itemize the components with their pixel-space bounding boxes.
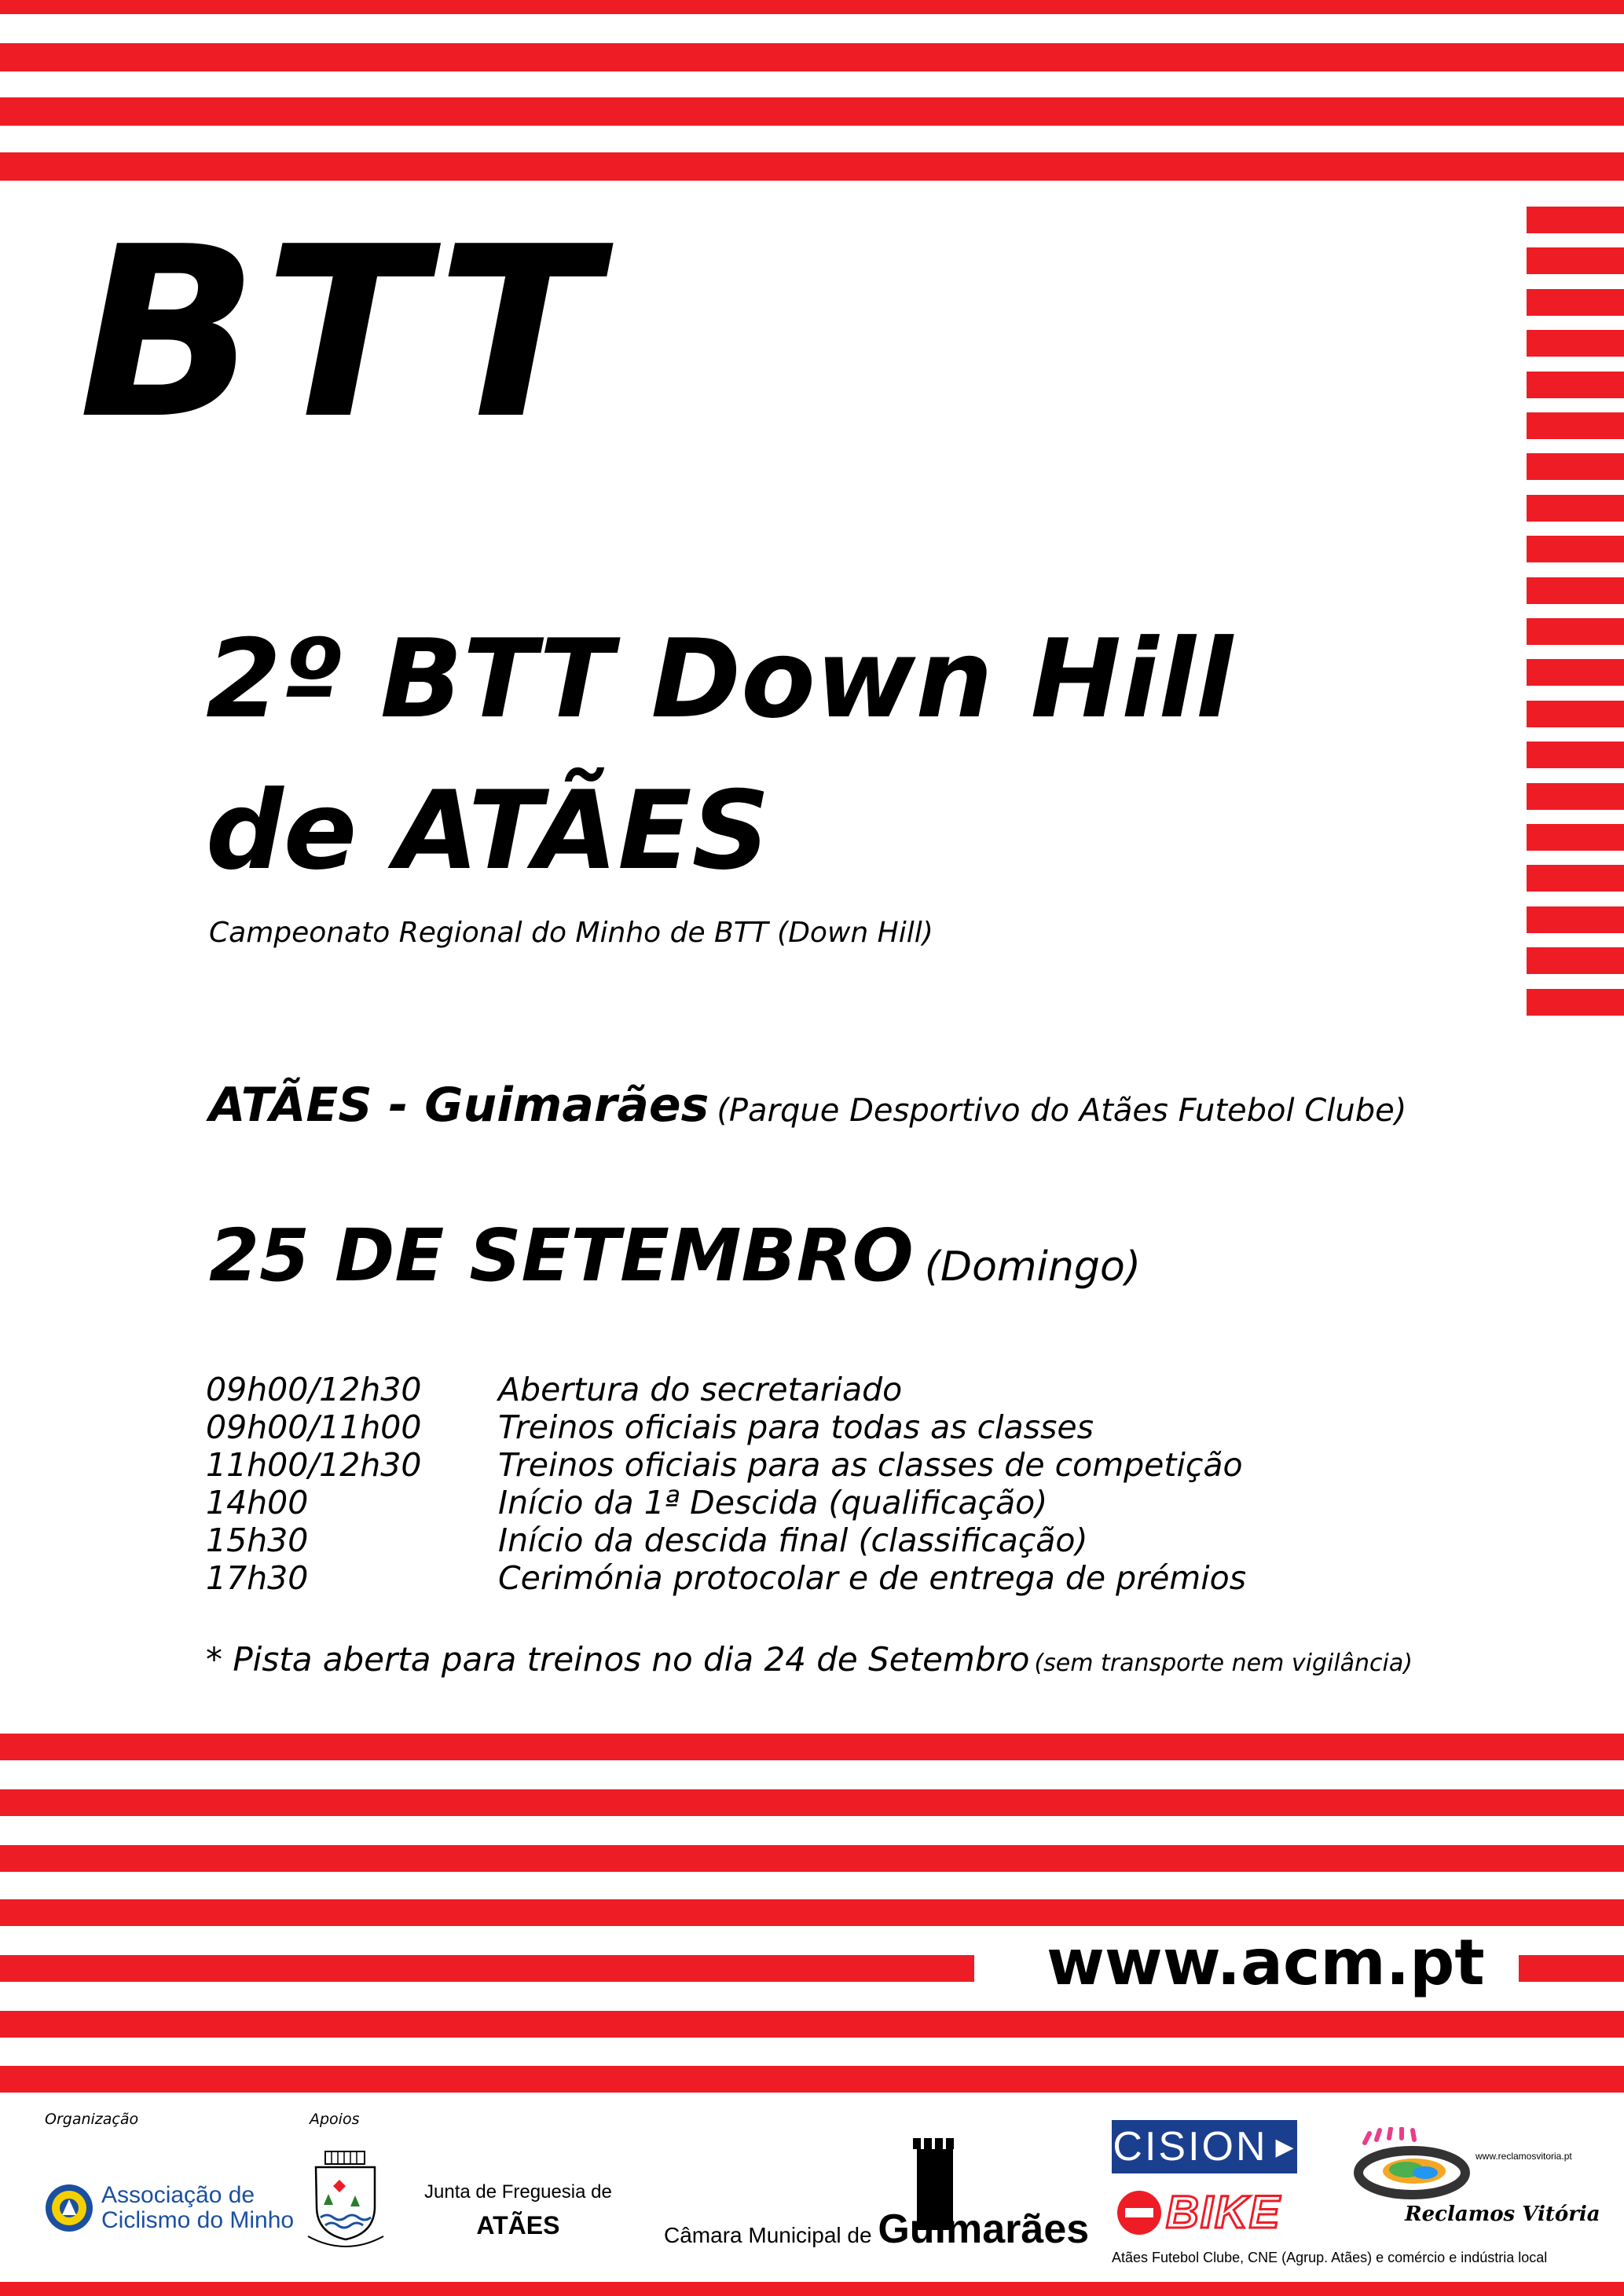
date-main: 25 DE SETEMBRO [209, 1214, 914, 1298]
right-stripe [1527, 372, 1624, 398]
schedule-time: 14h00 [206, 1484, 309, 1522]
coat-of-arms-icon [300, 2148, 390, 2254]
top-stripe-2 [0, 43, 1624, 71]
bottom-stripe-4 [0, 1899, 1624, 1926]
bottom-stripe-2 [0, 1789, 1624, 1816]
acm-logo-line-2: Ciclismo do Minho [101, 2207, 295, 2233]
junta-line-1: Junta de Freguesia de [424, 2181, 612, 2203]
right-stripe [1527, 289, 1624, 316]
reclamos-name: Reclamos Vitória [1405, 2203, 1600, 2226]
schedule-time: 09h00/12h30 [206, 1371, 422, 1408]
camara-logo [664, 2206, 1089, 2253]
event-place [209, 1078, 1406, 1133]
right-stripe [1527, 412, 1624, 439]
right-stripe [1527, 536, 1624, 562]
schedule-table [206, 1371, 1246, 1597]
right-stripe [1527, 453, 1624, 480]
note-main: * Pista aberta para treinos no dia 24 de Setembro [206, 1640, 1030, 1679]
event-subtitle: Campeonato Regional do Minho de BTT (Down Hill) [209, 917, 933, 949]
schedule-row [206, 1371, 1246, 1408]
bottom-stripe-7 [0, 2066, 1624, 2093]
schedule-row [206, 1408, 1246, 1446]
top-stripe-1 [0, 0, 1624, 14]
schedule-time: 11h00/12h30 [206, 1446, 422, 1484]
right-stripe [1527, 783, 1624, 810]
reclamos-logo-icon [1353, 2127, 1471, 2206]
schedule-activity: Início da 1ª Descida (qualificação) [498, 1484, 1048, 1522]
schedule-row [206, 1484, 1246, 1522]
bottom-stripe-5-right [1519, 1955, 1624, 1982]
date-detail: (Domingo) [924, 1243, 1142, 1291]
place-detail: (Parque Desportivo do Atães Futebol Clube) [717, 1093, 1407, 1129]
right-stripe [1527, 906, 1624, 933]
right-stripe [1527, 742, 1624, 768]
cision-logo: CISION ▶ [1112, 2120, 1297, 2173]
training-note [206, 1640, 1413, 1679]
reclamos-url[interactable]: www.reclamosvitoria.pt [1476, 2151, 1572, 2162]
event-title-line-2: de ATÃES [206, 767, 770, 895]
junta-logo [424, 2176, 612, 2245]
top-stripe-4 [0, 152, 1624, 181]
schedule-time: 17h30 [206, 1559, 309, 1597]
right-stripe [1527, 989, 1624, 1016]
camara-prefix: Câmara Municipal de [664, 2223, 872, 2247]
bottom-stripe-5-left [0, 1955, 974, 1982]
big-title: BTT [79, 196, 604, 471]
right-stripe [1527, 330, 1624, 357]
schedule-activity: Abertura do secretariado [498, 1371, 903, 1408]
schedule-row [206, 1559, 1246, 1597]
right-stripe [1527, 947, 1624, 974]
schedule-row [206, 1522, 1246, 1559]
website-link[interactable]: www.acm.pt [1047, 1926, 1485, 1999]
right-stripe [1527, 659, 1624, 686]
bike-badge-icon [1116, 2189, 1163, 2236]
event-title [206, 603, 1233, 906]
acm-logo-line-1: Associação de [101, 2182, 255, 2208]
schedule-row [206, 1446, 1246, 1484]
cycling-emblem-icon [43, 2182, 95, 2234]
note-detail: (sem transporte nem vigilância) [1034, 1650, 1413, 1677]
camara-tower-crenel [913, 2138, 957, 2149]
junta-line-2: ATÃES [476, 2211, 560, 2239]
event-title-line-1: 2º BTT Down Hill [206, 616, 1234, 742]
right-stripe [1527, 207, 1624, 233]
right-stripe [1527, 618, 1624, 645]
event-date [209, 1214, 1141, 1298]
bottom-stripe-6 [0, 2011, 1624, 2038]
apoios-label: Apoios [310, 2111, 360, 2128]
right-stripe [1527, 577, 1624, 604]
right-stripe [1527, 701, 1624, 727]
footer-bottom-stripe [0, 2282, 1624, 2296]
schedule-time: 15h30 [206, 1522, 309, 1559]
schedule-activity: Início da descida final (classificação) [498, 1522, 1088, 1559]
right-stripe [1527, 865, 1624, 892]
schedule-activity: Treinos oficiais para todas as classes [498, 1408, 1094, 1446]
acm-logo [43, 2182, 294, 2234]
organizacao-label: Organização [45, 2111, 139, 2128]
bike-logo: BIKE [1116, 2186, 1281, 2239]
schedule-activity: Treinos oficiais para as classes de competição [498, 1446, 1243, 1484]
right-stripe [1527, 495, 1624, 522]
top-stripe-3 [0, 97, 1624, 126]
play-arrow-icon: ▶ [1275, 2133, 1296, 2160]
right-stripe [1527, 247, 1624, 274]
schedule-time: 09h00/11h00 [206, 1408, 422, 1446]
place-name: ATÃES - Guimarães [209, 1078, 709, 1133]
camara-city: Guimarães [878, 2206, 1090, 2252]
supporters-text: Atães Futebol Clube, CNE (Agrup. Atães) e comércio e indústria local [1112, 2250, 1548, 2265]
schedule-activity: Cerimónia protocolar e de entrega de prémios [498, 1559, 1247, 1597]
bottom-stripe-3 [0, 1845, 1624, 1872]
right-stripe [1527, 824, 1624, 851]
bottom-stripe-1 [0, 1734, 1624, 1760]
